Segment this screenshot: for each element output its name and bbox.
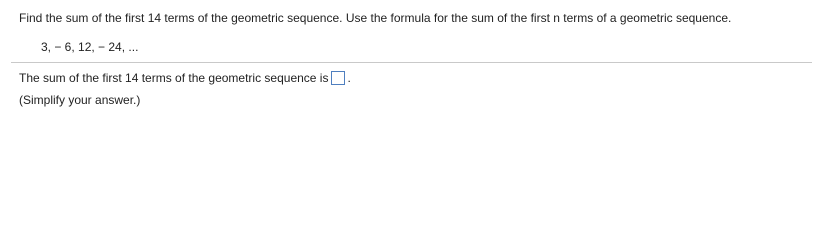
answer-input-box[interactable] [331, 71, 345, 85]
question-prompt: Find the sum of the first 14 terms of the geometric sequence. Use the formula for the sum of the first n terms of a geometric sequence. [19, 11, 732, 25]
geometric-sequence: 3, − 6, 12, − 24, ... [41, 40, 139, 54]
answer-prefix: The sum of the first 14 terms of the geometric sequence is [19, 71, 329, 85]
simplify-hint: (Simplify your answer.) [19, 93, 141, 107]
answer-suffix: . [347, 71, 351, 85]
section-divider [11, 62, 812, 63]
answer-line [19, 71, 351, 85]
